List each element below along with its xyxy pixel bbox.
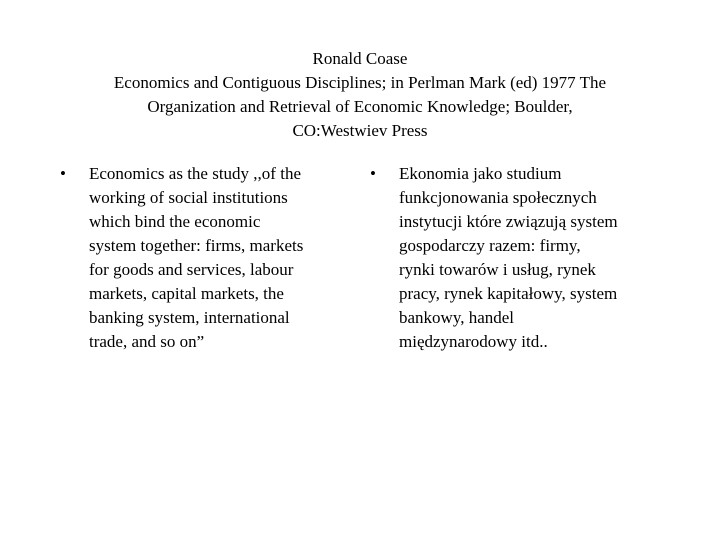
bullet-icon: •: [370, 164, 376, 183]
english-quote-text: [89, 162, 303, 354]
quote-line: working of social institutions: [89, 188, 288, 207]
translation-line: bankowy, handel: [399, 308, 515, 327]
translation-line: funkcjonowania społecznych: [399, 188, 597, 207]
title-line-author: Ronald Coase: [312, 49, 408, 68]
quote-line: system together: firms, markets: [89, 236, 304, 255]
title-line-citation-3: CO:Westwiev Press: [292, 121, 428, 140]
slide-title: [40, 47, 680, 143]
quote-line: markets, capital markets, the: [89, 284, 284, 303]
title-line-citation-2: Organization and Retrieval of Economic Knowledge; Boulder,: [147, 97, 573, 116]
quote-line: banking system, international: [89, 308, 290, 327]
translation-line: Ekonomia jako studium: [399, 164, 562, 183]
polish-translation-column: [370, 162, 660, 354]
polish-translation-item: [370, 162, 660, 354]
polish-translation-text: [399, 162, 618, 354]
quote-line: trade, and so on”: [89, 332, 205, 351]
translation-line: instytucji które związują system: [399, 212, 618, 231]
translation-line: rynki towarów i usług, rynek: [399, 260, 596, 279]
english-quote-item: [60, 162, 350, 354]
bullet-icon: •: [60, 164, 66, 183]
quote-line: which bind the economic: [89, 212, 261, 231]
quote-line: Economics as the study ,,of the: [89, 164, 301, 183]
quote-line: for goods and services, labour: [89, 260, 294, 279]
translation-line: pracy, rynek kapitałowy, system: [399, 284, 618, 303]
translation-line: gospodarczy razem: firmy,: [399, 236, 581, 255]
title-line-citation-1: Economics and Contiguous Disciplines; in Perlman Mark (ed) 1977 The: [113, 73, 607, 92]
translation-line: międzynarodowy itd..: [399, 332, 548, 351]
english-quote-column: [60, 162, 350, 354]
